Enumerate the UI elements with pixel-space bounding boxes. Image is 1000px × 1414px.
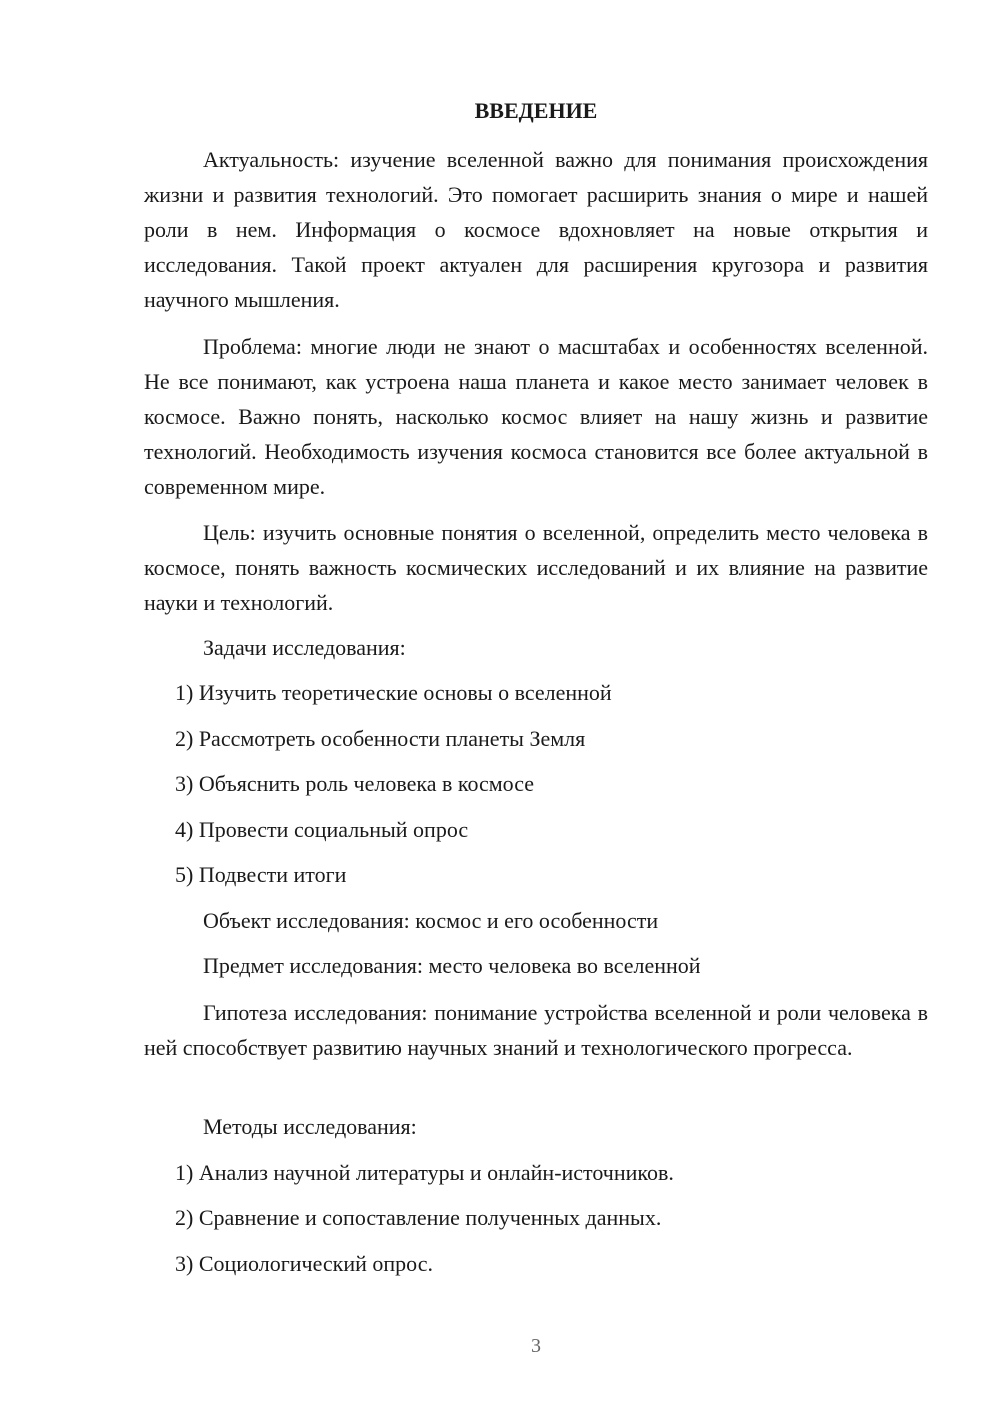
hypothesis-paragraph: Гипотеза исследования: понимание устройства вселенной и роли человека в ней способствует развитию научных знаний и технологического прогресса. <box>144 1000 928 1060</box>
method-item: 3) Социологический опрос. <box>175 1251 433 1276</box>
method-item: 2) Сравнение и сопоставление полученных данных. <box>175 1205 662 1230</box>
methods-heading: Методы исследования: <box>203 1114 417 1139</box>
task-item: 3) Объяснить роль человека в космосе <box>175 771 535 796</box>
relevance-paragraph: Актуальность: изучение вселенной важно для понимания происхождения жизни и развития технологий. Это помогает расширить знания о мире и нашей роли в нем. Информация о космосе вдохновляет на новые открытия и исследования. Такой проект актуален для расширения кругозора и развития научного мышления. <box>144 147 928 312</box>
task-item: 2) Рассмотреть особенности планеты Земля <box>175 726 586 751</box>
page-title: ВВЕДЕНИЕ <box>474 98 598 123</box>
task-item: 5) Подвести итоги <box>175 862 347 887</box>
research-object: Объект исследования: космос и его особенности <box>203 908 659 933</box>
tasks-heading: Задачи исследования: <box>203 635 406 660</box>
problem-paragraph: Проблема: многие люди не знают о масштабах и особенностях вселенной. Не все понимают, как устроена наша планета и какое место занимает человек в космосе. Важно понять, насколько космос влияет на нашу жизнь и развитие технологий. Необходимость изучения космоса становится все более актуальной в современном мире. <box>144 334 928 499</box>
task-item: 1) Изучить теоретические основы о вселенной <box>175 680 612 705</box>
goal-paragraph: Цель: изучить основные понятия о вселенной, определить место человека в космосе, понять важность космических исследований и их влияние на развитие науки и технологий. <box>144 520 928 615</box>
page-number: 3 <box>531 1335 541 1357</box>
method-item: 1) Анализ научной литературы и онлайн-источников. <box>175 1160 674 1185</box>
research-subject: Предмет исследования: место человека во вселенной <box>203 953 701 978</box>
task-item: 4) Провести социальный опрос <box>175 817 469 842</box>
